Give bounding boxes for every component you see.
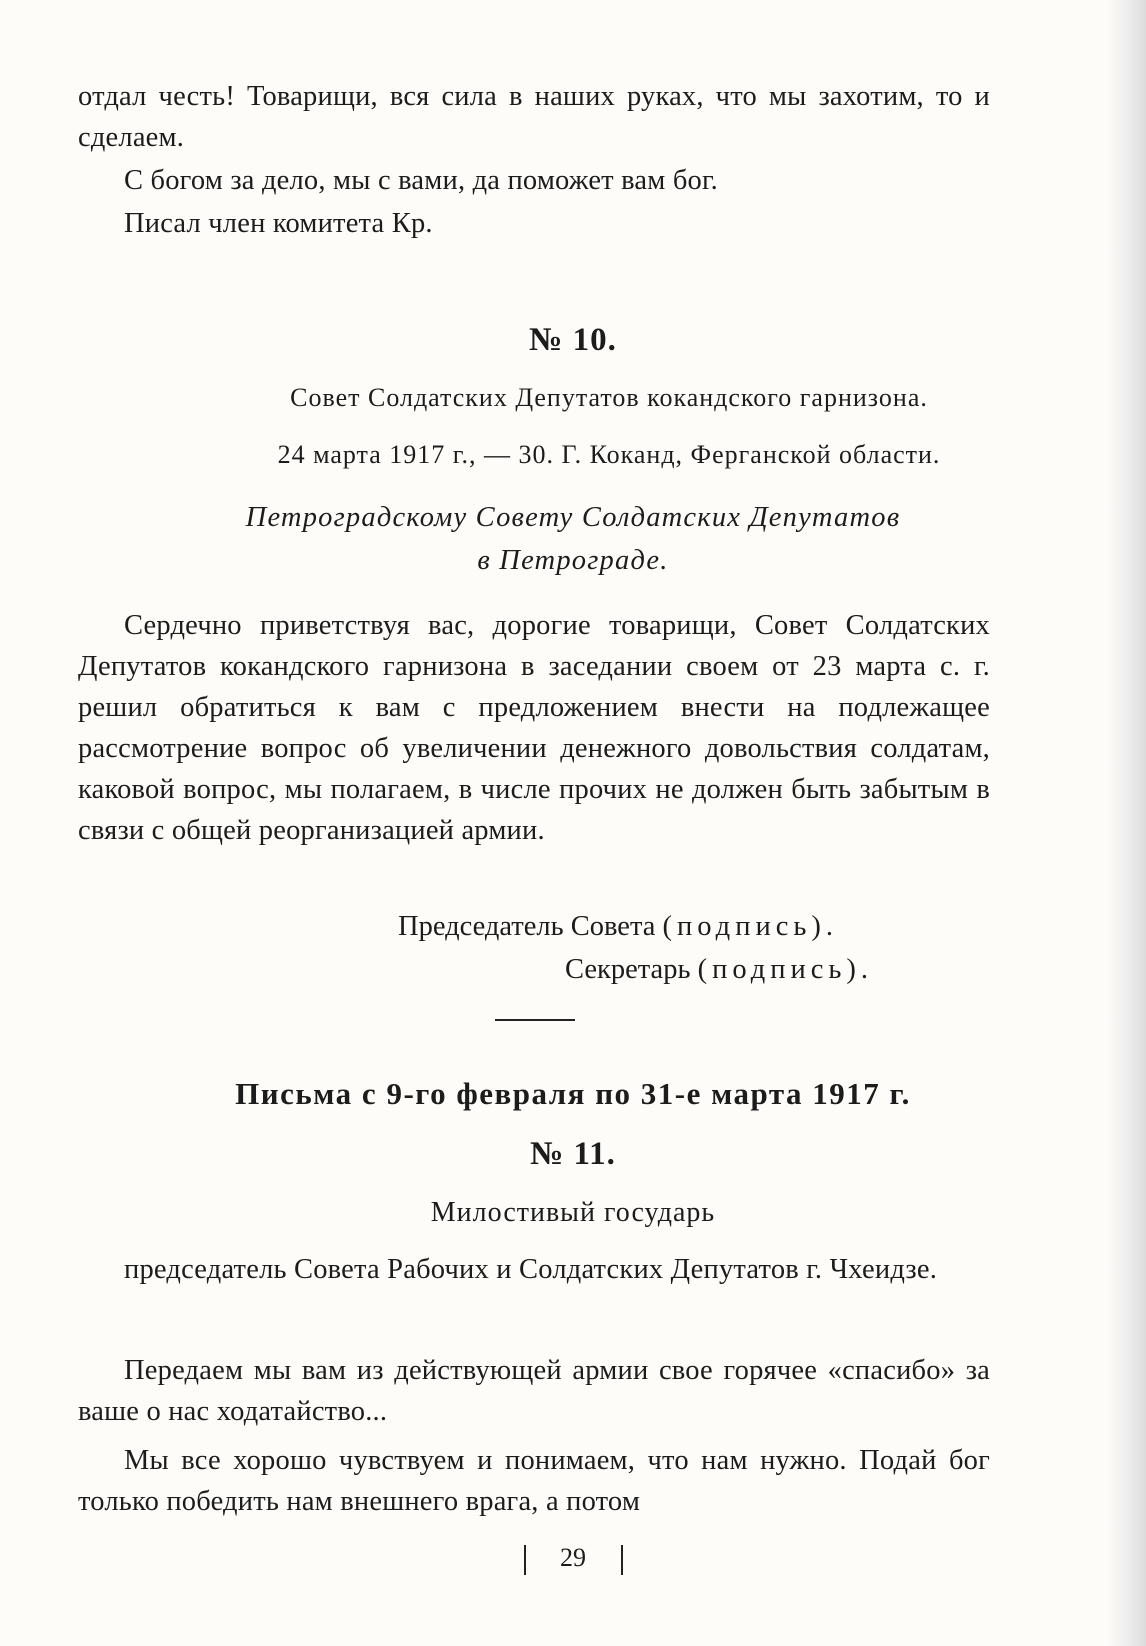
document-number-11: № 11. xyxy=(530,1136,616,1172)
blessing-line: С богом за дело, мы с вами, да поможет вам бог. xyxy=(124,165,718,196)
page-number: 29 xyxy=(560,1543,586,1572)
document-number-10: № 10. xyxy=(529,322,617,358)
page-edge-shadow xyxy=(1106,0,1146,1646)
doc11-paragraph-2: Мы все хорошо чувствуем и понимаем, что нам нужно. Подай бог только победить нам внешнего врага, а потом xyxy=(78,1445,990,1517)
page-footer xyxy=(0,1543,1146,1575)
doc10-body: Сердечно приветствуя вас, дорогие товарищи, Совет Солдатских Депутатов кокандского гарнизона в заседании своем от 23 марта с. г. решил обратиться к вам с предложением внести на подлежащее рассмотрение вопрос об увеличении денежного довольствия солдатам, каковой вопрос, мы полагаем, в числе прочих не должен быть забытым в связи с общей реорганизацией армии. xyxy=(78,610,990,846)
doc11-paragraph-1: Передаем мы вам из действующей армии свое горячее «спасибо» за ваше о нас ходатайство... xyxy=(78,1355,990,1427)
doc11-addressee-block xyxy=(78,1249,990,1290)
secretary-signature xyxy=(565,954,873,986)
continuation-block xyxy=(78,76,990,244)
secretary-sig: (подпись). xyxy=(697,954,874,985)
doc10-body-block xyxy=(78,605,990,851)
doc11-body-block xyxy=(78,1350,990,1522)
section-title: Письма с 9-го февраля по 31-е марта 1917 г. xyxy=(235,1076,911,1111)
doc10-address-line-2: в Петрограде. xyxy=(477,545,669,576)
page-number-bar-left xyxy=(524,1545,526,1575)
secretary-label: Секретарь xyxy=(565,954,691,985)
chair-label: Председатель Совета xyxy=(398,911,656,942)
doc11-addressee: председатель Совета Рабочих и Солдатских Депутатов г. Чхеидзе. xyxy=(124,1254,938,1285)
chair-sig: (подпись). xyxy=(662,911,838,942)
doc10-date: 24 марта 1917 г., — 30. Г. Коканд, Ферганской области. xyxy=(277,440,941,469)
doc11-salutation: Милостивый государь xyxy=(430,1197,716,1228)
section-divider xyxy=(495,1019,575,1021)
doc10-source: Совет Солдатских Депутатов кокандского гарнизона. xyxy=(290,383,928,412)
continuation-paragraph: отдал честь! Товарищи, вся сила в наших руках, что мы захотим, то и сделаем. xyxy=(78,81,990,153)
doc10-address-line-1: Петроградскому Совету Солдатских Депутатов xyxy=(245,502,901,533)
page-number-bar-right xyxy=(621,1545,623,1575)
chair-signature xyxy=(398,911,838,943)
signed-line: Писал член комитета Кр. xyxy=(124,208,433,239)
